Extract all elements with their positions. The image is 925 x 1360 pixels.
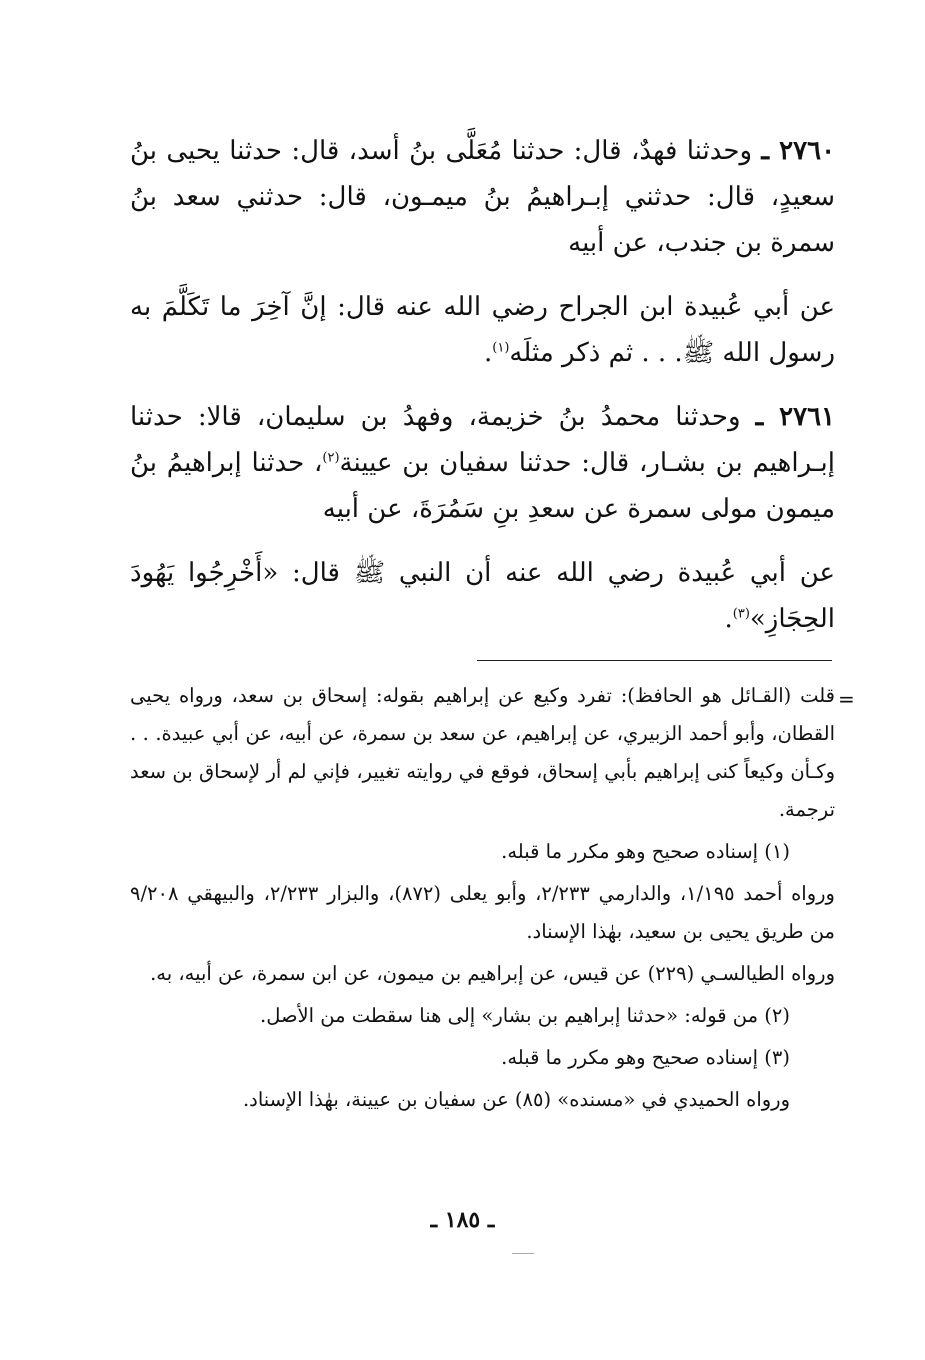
isnad-text: وحدثنا فهدٌ، قال: حدثنا مُعَلَّى بنُ أسد، قال: حدثنا يحيى بنُ سعيدٍ، قال: حدثني إبـراهيمُ بنُ ميمـون، قال: حدثني سعد بنُ سمرة بن جندب، عن أبيه bbox=[130, 136, 835, 258]
main-text bbox=[130, 128, 835, 656]
footnote-3-detail: ورواه الحميدي في «مسنده» (٨٥) عن سفيان بن عيينة، بهٰذا الإسناد. bbox=[242, 1088, 790, 1111]
hadith-number: ٢٧٦١ ـ bbox=[755, 402, 835, 432]
hadith-number: ٢٧٦٠ ـ bbox=[761, 136, 836, 166]
footnote-2: (٢) من قوله: «حدثنا إبراهيم بن بشار» إلى هنا سقطت من الأصل. bbox=[260, 1004, 790, 1027]
footnote-ref[interactable]: (٣) bbox=[732, 606, 750, 622]
footnote-1-detail: ورواه أحمد ١/١٩٥، والدارمي ٢/٢٣٣، وأبو يعلى (٨٧٢)، والبزار ٢/٢٣٣، والبيهقي ٩/٢٠٨ من طريق يحيى بن سعيد، بهٰذا الإسناد. bbox=[130, 882, 835, 943]
footnote-continued: قلت (القـائل هو الحافظ): تفرد وكيع عن إبراهيم بقوله: إسحاق بن سعد، ورواه يحيى القطان، وأبو أحمد الزبيري، عن إبراهيم، عن سعد بن سمرة، عن أبيه، عن أبي عبيدة. . . وكـأن وكيعاً كنى إبراهيم بأبي إسحاق، فوقع في روايته تغيير، فإني لم أر لإسحاق بن سعد ترجمة. bbox=[130, 684, 835, 821]
isnad-text: وحدثنا محمدُ بنُ خزيمة، وفهدُ بن سليمان، قالا: حدثنا إبـراهيم بن بشـار، قال: حدثنا سفيان بن عيينة bbox=[130, 402, 835, 478]
page-number: ـ ١٨٥ ـ bbox=[430, 1207, 495, 1233]
matn-text: عن أبي عُبيدة ابن الجراح رضي الله عنه قال: إنَّ آخِرَ ما تَكَلَّمَ به رسول الله ﷺ. . . ثم ذكر مثلَه bbox=[130, 292, 835, 368]
footnote-1: (١) إسناده صحيح وهو مكرر ما قبله. bbox=[501, 840, 790, 863]
hadith-2760-matn: عن أبي عُبيدة ابن الجراح رضي الله عنه قال: إنَّ آخِرَ ما تَكَلَّمَ به رسول الله ﷺ. . . ثم ذكر مثلَه$^{(١)}$. bbox=[130, 292, 835, 368]
footnote-3: (٣) إسناده صحيح وهو مكرر ما قبله. bbox=[501, 1046, 790, 1069]
footnote-ref[interactable]: (١) bbox=[492, 340, 510, 356]
footnote-1-detail: ورواه الطيالسـي (٢٢٩) عن قيس، عن إبراهيم بن ميمون، عن ابن سمرة، عن أبيه، به. bbox=[150, 962, 835, 985]
hadith-2761-matn: عن أبي عُبيدة رضي الله عنه أن النبي ﷺ قال: «أَخْرِجُوا يَهُودَ الحِجَازِ»$^{(٣)}$. bbox=[130, 558, 835, 634]
matn-text: عن أبي عُبيدة رضي الله عنه أن النبي ﷺ قال: «أَخْرِجُوا يَهُودَ الحِجَازِ» bbox=[130, 558, 835, 634]
footnote-separator bbox=[477, 660, 832, 661]
hadith-2761-isnad bbox=[130, 394, 835, 532]
hadith-2760-isnad bbox=[130, 128, 835, 266]
continuation-mark: = bbox=[838, 687, 855, 711]
footnote-ref[interactable]: (٢) bbox=[322, 450, 340, 466]
footnotes bbox=[130, 677, 835, 1123]
isnad-text: ، حدثنا إبراهيمُ بنُ ميمون مولى سمرة عن سعدِ بنِ سَمُرَةَ، عن أبيه bbox=[130, 448, 835, 524]
print-mark bbox=[512, 1253, 534, 1254]
